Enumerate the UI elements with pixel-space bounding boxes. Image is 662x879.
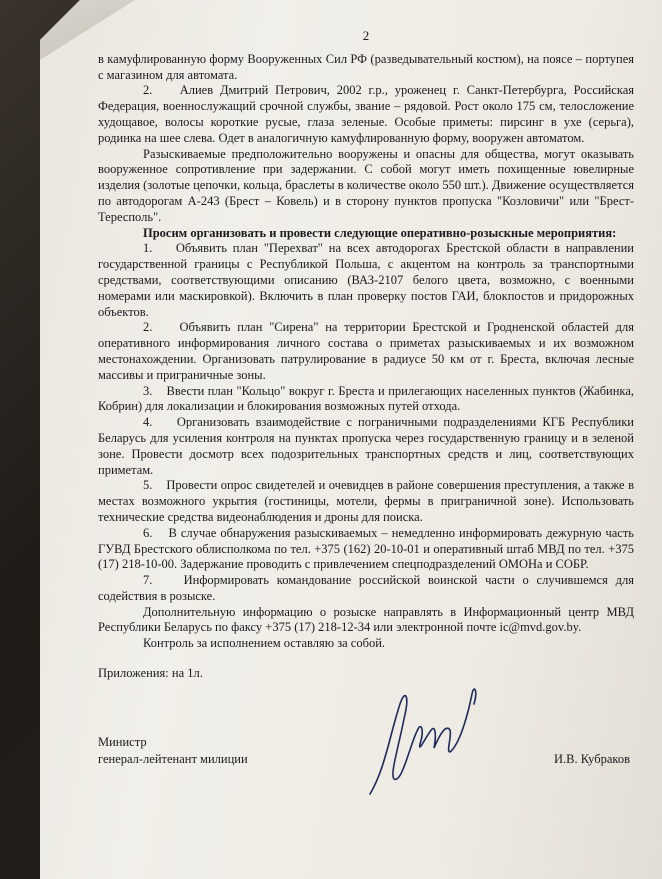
handwritten-signature (360, 674, 490, 804)
signer-title (98, 734, 248, 768)
measure-6: 6. В случае обнаружения разыскиваемых – немедленно информировать дежурную часть ГУВД Брестского облисполкома по тел. +375 (162) 20-10-01 и оперативный штаб МВД по тел. +375 (17) 218-10-00. Задержание проводить с привлечением спецподразделений ОМОНа и СОБР. (98, 525, 634, 572)
document-body (98, 28, 634, 794)
measure-4: 4. Организовать взаимодействие с пограничными подразделениями КГБ Республики Беларусь для усиления контроля на пунктах пропуска через государственную границу и в зеленой зоне. Провести досмотр всех подозрительных транспортных средств и лиц, соответствующих приметам. (98, 415, 634, 477)
measure-2: 2. Объявить план "Сирена" на территории Брестской и Гродненской областей для оперативного информирования личного состава о приметах разыскиваемых и их возможном местонахождении. Организовать патрулирование в радиусе 50 км от г. Бреста, включая лесные массивы и приграничные зоны. (98, 320, 634, 382)
signer-name: И.В. Кубраков (554, 751, 630, 766)
signer-rank: генерал-лейтенант милиции (98, 751, 248, 766)
paragraph-request-heading: Просим организовать и провести следующие оперативно-розыскные мероприятия: (143, 225, 617, 240)
measure-7: 7. Информировать командование российской воинской части о случившемся для содействия в розыске. (98, 573, 634, 603)
measure-5: 5. Провести опрос свидетелей и очевидцев в районе совершения преступления, а также в местах возможного укрытия (гостиницы, мотели, фермы в приграничной зоне). Использовать технические средства видеонаблюдения и дроны для поиска. (98, 478, 634, 524)
attachment-note: Приложения: на 1л. (98, 666, 203, 681)
paragraph-warning: Разыскиваемые предположительно вооружены и опасны для общества, могут оказывать вооруженное сопротивление при задержании. С собой могут иметь похищенные ювелирные изделия (золотые цепочки, кольца, браслеты в количестве около 550 шт.). Движение осуществляется по автодорогам А-243 (Брест – Ковель) и в сторону пунктов пропуска "Козловичи" или "Брест-Тересполь". (98, 146, 634, 224)
paragraph-suspect-2: 2. Алиев Дмитрий Петрович, 2002 г.р., уроженец г. Санкт-Петербурга, Российская Федерация, военнослужащий срочной службы, звание – рядовой. Рост около 175 см, телосложение худощавое, волосы короткие русые, глаза зеленые. Особые приметы: пирсинг в ухе (серьга), родинка на шее слева. Одет в аналогичную камуфлированную форму, вооружен автоматом. (98, 83, 634, 145)
measure-3: 3. Ввести план "Кольцо" вокруг г. Бреста и прилегающих населенных пунктов (Жабинка, Кобрин) для локализации и блокирования возможных путей отхода. (98, 383, 634, 414)
paragraph-control: Контроль за исполнением оставляю за собой. (143, 636, 386, 651)
paragraph-continuation: в камуфлированную форму Вооруженных Сил РФ (разведывательный костюм), на поясе – портупея с магазином для автомата. (98, 51, 634, 82)
signer-position: Министр (98, 734, 147, 749)
paragraph-additional-info: Дополнительную информацию о розыске направлять в Информационный центр МВД Республики Беларусь по факсу +375 (17) 218-12-34 или электронной почте ic@mvd.gov.by. (98, 604, 634, 635)
page-number: 2 (362, 28, 370, 43)
signature-block (98, 684, 634, 794)
measure-1: 1. Объявить план "Перехват" на всех автодорогах Брестской области в направлении государственной границы с Республикой Польша, с акцентом на контроль за транспортными средствами, соответствующими описанию (ВАЗ-2107 белого цвета, возможно, с военными номерами или маскировкой). Включить в план проверку постов ГАИ, блокпостов и придорожных объектов. (98, 241, 634, 319)
